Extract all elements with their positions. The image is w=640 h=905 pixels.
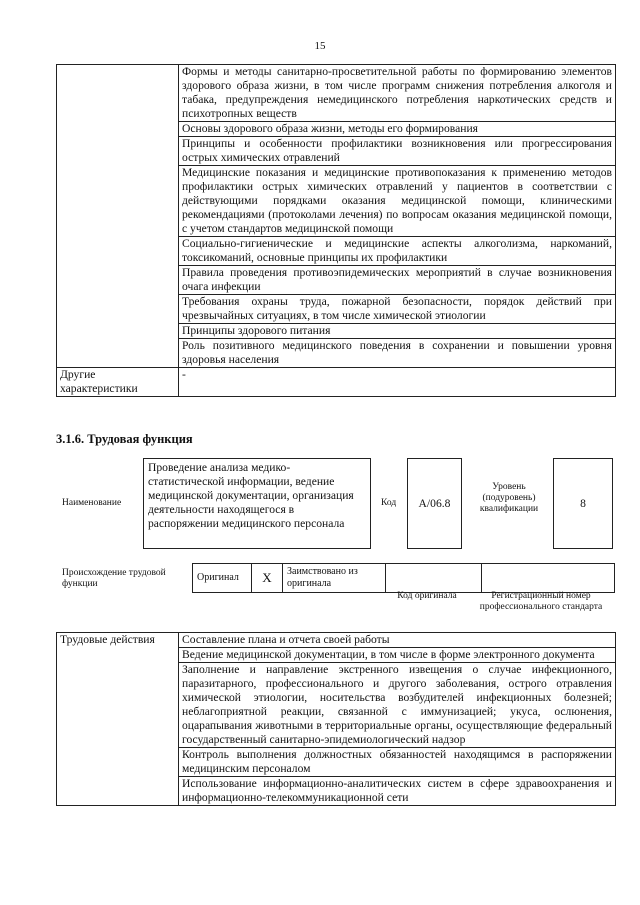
original-mark: X xyxy=(252,564,283,593)
action-item: Использование информационно-аналитических систем в сфере здравоохранения и информационно-телекоммуникационной сети xyxy=(179,777,616,806)
original-code-cell xyxy=(386,564,482,593)
reg-caption: Регистрационный номер профессионального стандарта xyxy=(479,591,603,612)
original-label: Оригинал xyxy=(193,564,252,593)
action-item: Составление плана и отчета своей работы xyxy=(179,633,616,648)
table-row xyxy=(57,633,616,648)
section-heading: 3.1.6. Трудовая функция xyxy=(56,432,193,446)
knowledge-item: Медицинские показания и медицинские противопоказания к применению методов профилактики острых химических отравлений у пациентов в соответствии с действующими порядками оказания медицинской помощи, клиническими рекомендациями (протоколами лечения) по вопросам оказания медицинской помощи, с учетом стандартов медицинской помощи xyxy=(179,166,616,237)
code-caption: Код оригинала xyxy=(397,591,457,601)
origin-table xyxy=(192,563,615,593)
knowledge-item: Правила проведения противоэпидемических мероприятий в случае возникновения очага инфекции xyxy=(179,266,616,295)
action-item: Заполнение и направление экстренного извещения о случае инфекционного, паразитарного, профессионального и другого заболевания, острого отравления химической этиологии, носительства возбудителей инфекционных болезней; неблагоприятной реакции, связанной с иммунизацией; укуса, ослюнения, оцарапывания животными в территориальные органы, осуществляющие федеральный государственный санитарно-эпидемиологический надзор xyxy=(179,663,616,748)
function-name-box: Проведение анализа медико-статистической информации, ведение медицинской документации, организация деятельности находящегося в распоряжении медицинского персонала xyxy=(143,458,371,549)
table-row xyxy=(57,368,616,397)
knowledge-item: Формы и методы санитарно-просветительной работы по формированию элементов здорового образа жизни, в том числе программ снижения потребления алкоголя и табака, предупреждения немедицинского потребления наркотических средств и психотропных веществ xyxy=(179,65,616,122)
knowledge-table xyxy=(56,64,616,397)
origin-label: Происхождение трудовой функции xyxy=(62,568,166,589)
other-characteristics-value: - xyxy=(179,368,616,397)
action-item: Ведение медицинской документации, в том числе в форме электронного документа xyxy=(179,648,616,663)
knowledge-label-cell xyxy=(57,65,179,368)
knowledge-item: Социально-гигиенические и медицинские аспекты алкоголизма, наркоманий, токсикоманий, основные принципы их профилактики xyxy=(179,237,616,266)
level-label: Уровень (подуровень) квалификации xyxy=(479,482,539,514)
function-code-box: A/06.8 xyxy=(407,458,462,549)
knowledge-item: Принципы и особенности профилактики возникновения или прогрессирования острых химических отравлений xyxy=(179,137,616,166)
knowledge-item: Основы здорового образа жизни, методы его формирования xyxy=(179,122,616,137)
actions-table xyxy=(56,632,616,806)
knowledge-item: Требования охраны труда, пожарной безопасности, порядок действий при чрезвычайных ситуациях, в том числе химической этиологии xyxy=(179,295,616,324)
action-item: Контроль выполнения должностных обязанностей находящимся в распоряжении медицинским персоналом xyxy=(179,748,616,777)
name-label: Наименование xyxy=(62,498,122,508)
code-label: Код xyxy=(381,498,397,508)
level-value-box: 8 xyxy=(553,458,613,549)
page-number: 15 xyxy=(314,40,326,52)
actions-label: Трудовые действия xyxy=(57,633,179,806)
knowledge-item: Роль позитивного медицинского поведения в сохранении и повышении уровня здоровья населения xyxy=(179,339,616,368)
knowledge-item: Принципы здорового питания xyxy=(179,324,616,339)
table-row xyxy=(57,65,616,122)
registration-number-cell xyxy=(482,564,615,593)
other-characteristics-label: Другие характеристики xyxy=(57,368,179,397)
borrowed-label: Заимствовано из оригинала xyxy=(283,564,386,593)
